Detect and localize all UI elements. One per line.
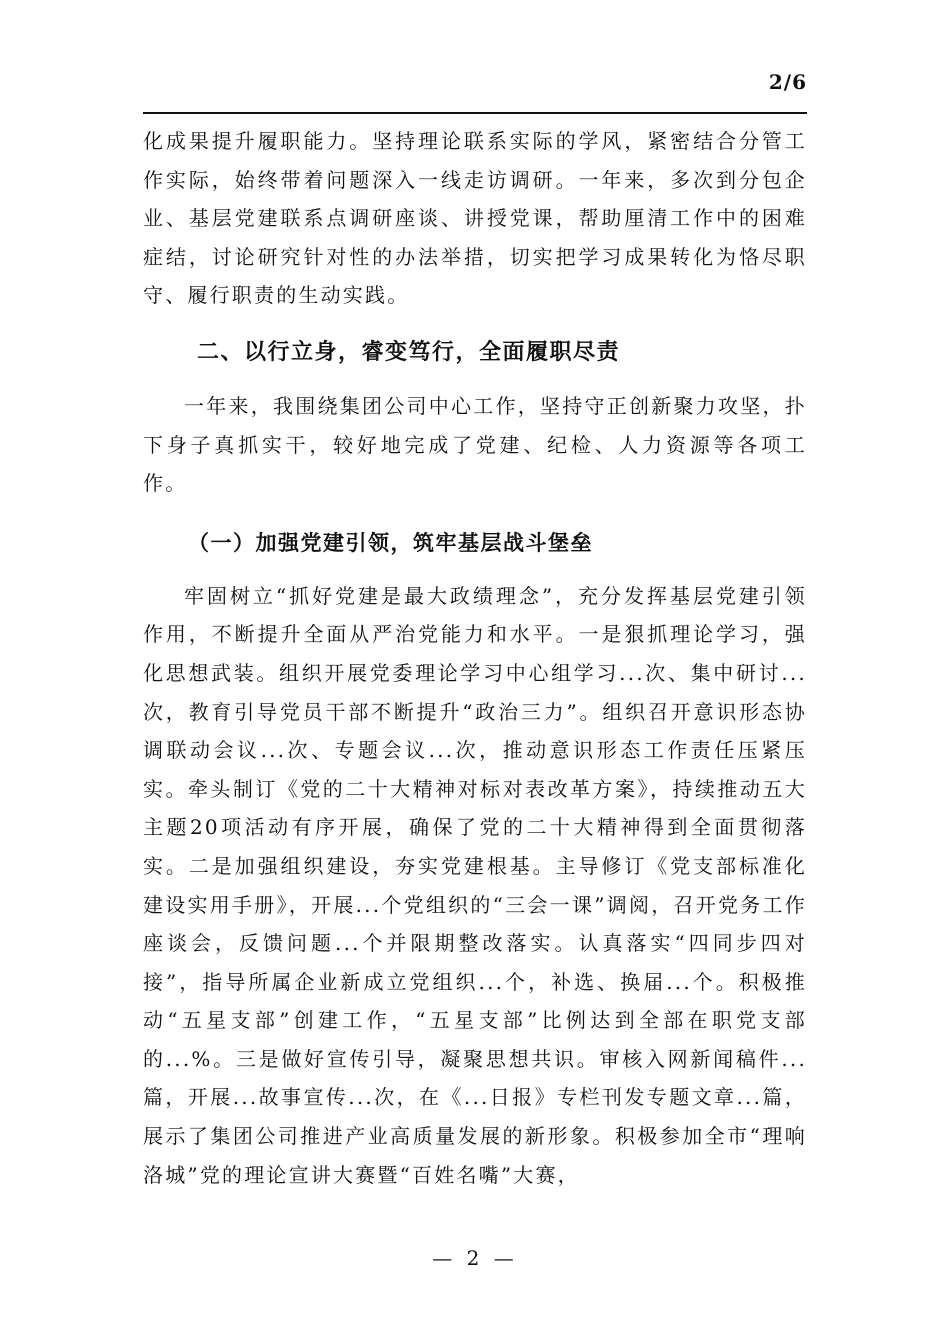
document-body bbox=[143, 122, 807, 1194]
section-heading: 二、以行立身，睿变笃行，全面履职尽责 bbox=[197, 339, 621, 365]
subsection-body-paragraph: 牢固树立“抓好党建是最大政绩理念”，充分发挥基层党建引领作用，不断提升全面从严治党能力和水平。一是狠抓理论学习，强化思想武装。组织开展党委理论学习中心组学习...次、集中研讨...次，教育引导党员干部不断提升“政治三力”。组织召开意识形态协调联动会议...次、专题会议...次，推动意识形态工作责任压紧压实。牵头制订《党的二十大精神对标对表改革方案》，持续推动五大主题20项活动有序开展，确保了党的二十大精神得到全面贯彻落实。二是加强组织建设，夯实党建根基。主导修订《党支部标准化建设实用手册》，开展...个党组织的“三会一课”调阅，召开党务工作座谈会，反馈问题...个并限期整改落实。认真落实“四同步四对接”，指导所属企业新成立党组织...个，补选、换届...个。积极推动“五星支部”创建工作，“五星支部”比例达到全部在职党支部的...%。三是做好宣传引导，凝聚思想共识。审核入网新闻稿件...篇，开展...故事宣传...次，在《...日报》专栏刊发专题文章...篇，展示了集团公司推进产业高质量发展的新形象。积极参加全市“理响洛城”党的理论宣讲大赛暨“百姓名嘴”大赛， bbox=[143, 583, 807, 1187]
continued-paragraph: 化成果提升履职能力。坚持理论联系实际的学风，紧密结合分管工作实际，始终带着问题深入一线走访调研。一年来，多次到分包企业、基层党建联系点调研座谈、讲授党课，帮助厘清工作中的困难症结，讨论研究针对性的办法举措，切实把学习成果转化为恪尽职守、履行职责的生动实践。 bbox=[143, 129, 807, 308]
header-divider bbox=[143, 112, 807, 114]
page-number-footer: — 2 — bbox=[432, 1246, 518, 1270]
subsection-heading: （一）加强党建引领，筑牢基层战斗堡垒 bbox=[188, 530, 593, 555]
section-intro-paragraph: 一年来，我围绕集团公司中心工作，坚持守正创新聚力攻坚，扑下身子真抓实干，较好地完成了党建、纪检、人力资源等各项工作。 bbox=[143, 393, 807, 496]
page-counter: 2/6 bbox=[768, 70, 807, 94]
